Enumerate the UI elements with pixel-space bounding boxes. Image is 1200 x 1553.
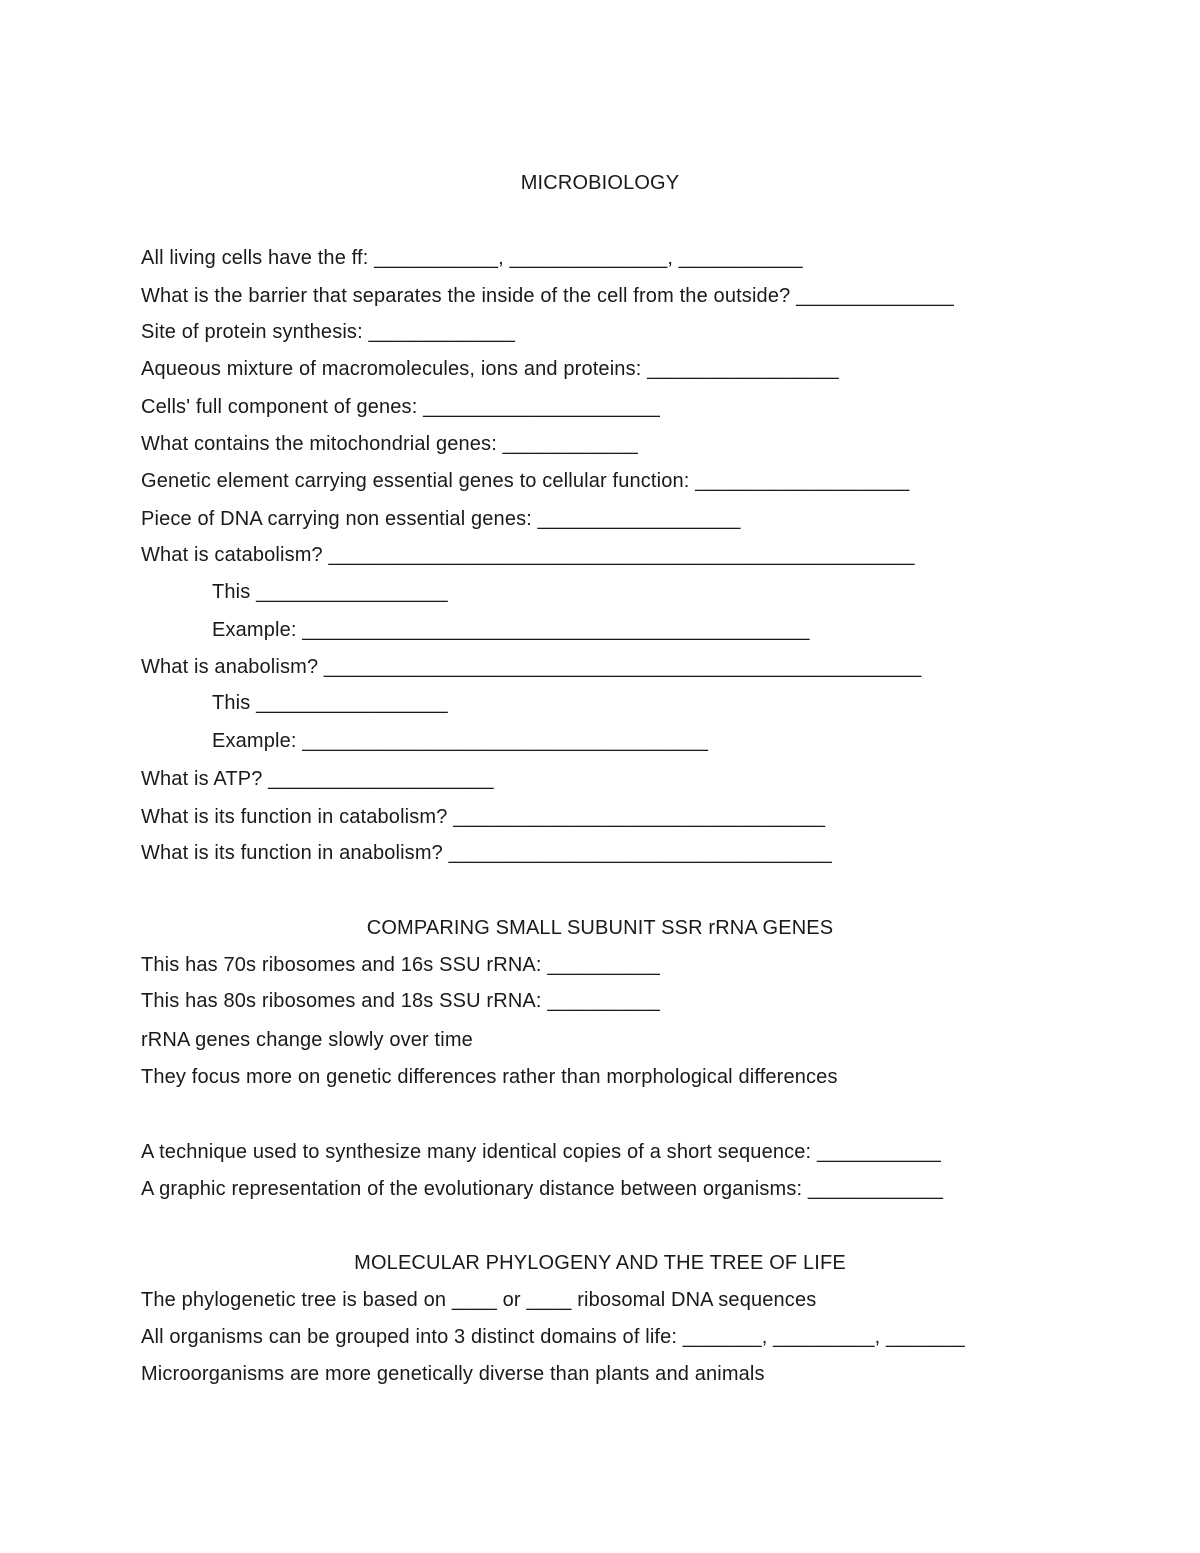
question-phylogenetic-graphic: A graphic representation of the evolutionary distance between organisms: ____________	[141, 1178, 944, 1200]
statement-microbial-diversity: Microorganisms are more genetically diverse than plants and animals	[141, 1363, 765, 1385]
question-mitochondrial-genes: What contains the mitochondrial genes: ____________	[141, 433, 638, 455]
question-essential-genes: Genetic element carrying essential genes to cellular function: ___________________	[141, 470, 910, 492]
question-tree-basis: The phylogenetic tree is based on ____ or ____ ribosomal DNA sequences	[141, 1289, 817, 1311]
question-cell-components: All living cells have the ff: ___________, ______________, ___________	[141, 247, 803, 269]
question-aqueous-mixture: Aqueous mixture of macromolecules, ions and proteins: _________________	[141, 358, 839, 380]
question-cell-barrier: What is the barrier that separates the inside of the cell from the outside? ______________	[141, 285, 954, 307]
question-catabolism: What is catabolism? ____________________________________________________	[141, 544, 915, 566]
question-anabolism-this: This _________________	[212, 692, 448, 714]
question-catabolism-example: Example: _____________________________________________	[212, 619, 810, 641]
section-heading-ssr: COMPARING SMALL SUBUNIT SSR rRNA GENES	[366, 917, 834, 939]
question-atp-anabolism: What is its function in anabolism? __________________________________	[141, 842, 832, 864]
question-catabolism-this: This _________________	[212, 581, 448, 603]
page-title: MICROBIOLOGY	[520, 172, 680, 194]
question-genome: Cells' full component of genes: _____________________	[141, 396, 660, 418]
question-pcr-technique: A technique used to synthesize many identical copies of a short sequence: ___________	[141, 1141, 941, 1163]
statement-genetic-focus: They focus more on genetic differences rather than morphological differences	[141, 1066, 838, 1088]
question-anabolism-example: Example: ____________________________________	[212, 730, 709, 752]
question-protein-synthesis: Site of protein synthesis: _____________	[141, 321, 516, 343]
question-non-essential-genes: Piece of DNA carrying non essential genes: __________________	[141, 508, 741, 530]
question-atp: What is ATP? ____________________	[141, 768, 494, 790]
question-anabolism: What is anabolism? _____________________________________________________	[141, 656, 922, 678]
section-heading-phylogeny: MOLECULAR PHYLOGENY AND THE TREE OF LIFE	[354, 1252, 846, 1274]
question-three-domains: All organisms can be grouped into 3 distinct domains of life: _______, _________, _______	[141, 1326, 965, 1348]
question-atp-catabolism: What is its function in catabolism? _________________________________	[141, 806, 826, 828]
question-70s-ribosomes: This has 70s ribosomes and 16s SSU rRNA: __________	[141, 954, 661, 976]
question-80s-ribosomes: This has 80s ribosomes and 18s SSU rRNA: __________	[141, 990, 661, 1012]
statement-rrna-change: rRNA genes change slowly over time	[141, 1029, 473, 1051]
